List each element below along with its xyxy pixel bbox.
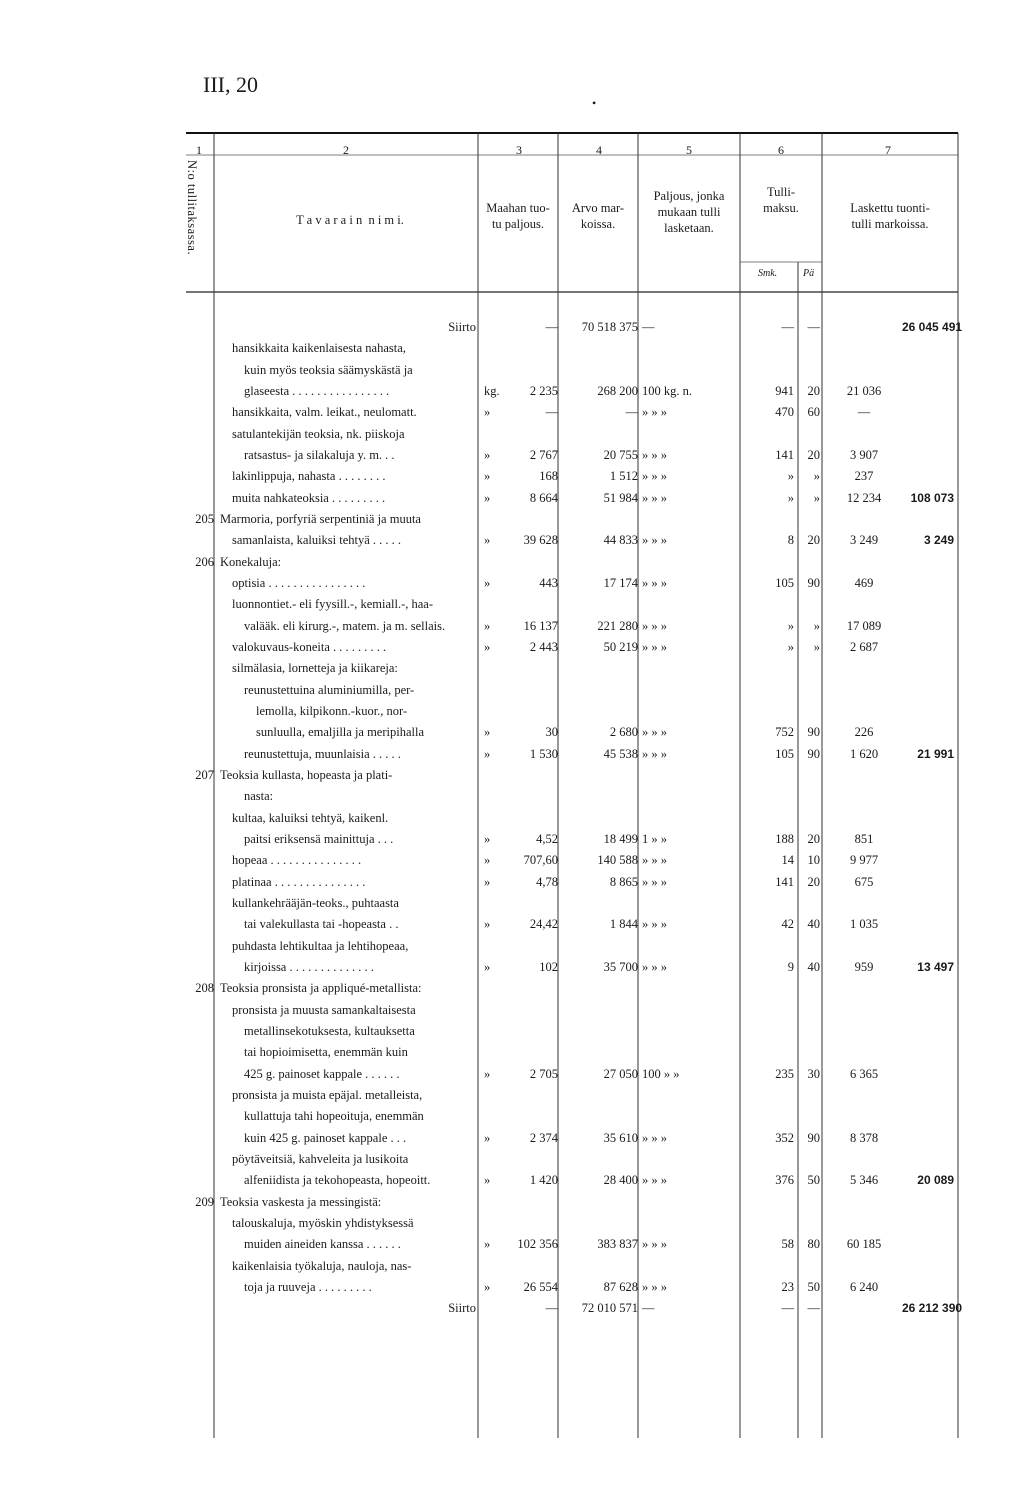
cell-goods-name: hansikkaita, valm. leikat., neulomatt. [232, 405, 417, 420]
cell-import-qty: 1 420 [529, 1173, 558, 1188]
table-row [0, 1278, 1024, 1299]
column-number-5: 5 [686, 143, 692, 157]
cell-duty-basis: » » » [642, 1237, 667, 1252]
column-number-2: 2 [343, 143, 349, 157]
cell-duty-basis: » » » [642, 533, 667, 548]
cell-duty-rate-mk: 376 [775, 1173, 794, 1188]
table-row [0, 595, 1024, 616]
cell-duty-rate-p: 10 [807, 853, 820, 868]
cell-duty: 237 [854, 469, 874, 484]
table-row [0, 894, 1024, 915]
cell-total: 108 073 [910, 490, 954, 505]
cell-import-qty: 4,52 [536, 831, 558, 846]
cell-duty-rate-mk: 58 [781, 1237, 794, 1252]
table-row [0, 1086, 1024, 1107]
cell-unit: » [484, 575, 491, 590]
cell-goods-name: metallinsekotuksesta, kultauksetta [244, 1023, 415, 1038]
cell-value: 268 200 [597, 383, 638, 398]
cell-duty-basis: » » » [642, 575, 667, 590]
cell-import-qty: 39 628 [523, 533, 558, 548]
cell-goods-name: 425 g. painoset kappale . . . . . . [244, 1066, 400, 1081]
cell-unit: » [484, 874, 491, 889]
cell-import-qty: 168 [539, 469, 558, 484]
cell-goods-name: tai hopioimisetta, enemmän kuin [244, 1045, 408, 1060]
cell-total: 26 212 390 [902, 1301, 963, 1316]
cell-duty: 675 [854, 874, 874, 889]
cell-duty-rate-mk: 8 [787, 533, 794, 548]
cell-duty-rate-p: » [813, 639, 820, 654]
cell-import-qty: 26 554 [523, 1279, 558, 1294]
cell-duty-rate-p: » [813, 490, 820, 505]
table-row [0, 830, 1024, 851]
cell-unit: » [484, 725, 491, 740]
table-row [0, 1235, 1024, 1256]
table-row [0, 937, 1024, 958]
cell-goods-name: Konekaluja: [220, 554, 282, 569]
cell-unit: » [484, 490, 491, 505]
cell-duty: 6 240 [849, 1279, 879, 1294]
table-row [0, 915, 1024, 936]
header-duty-total-line2: tulli markoissa. [851, 217, 929, 231]
cell-unit: » [484, 959, 491, 974]
table-row [0, 745, 1024, 766]
cell-import-qty: 30 [545, 725, 558, 740]
cell-duty-basis: » » » [642, 917, 667, 932]
cell-total: 26 045 491 [902, 320, 963, 334]
cell-tariff-number: 205 [195, 511, 214, 526]
cell-duty-rate-mk: 352 [775, 1130, 794, 1145]
cell-duty: 12 234 [846, 490, 882, 505]
cell-duty-rate-p: » [813, 469, 820, 484]
table-row [0, 489, 1024, 510]
cell-duty: 17 089 [846, 618, 882, 633]
cell-duty-rate-mk: 14 [781, 853, 794, 868]
cell-goods-name: muita nahkateoksia . . . . . . . . . [232, 490, 386, 505]
cell-goods-name: nasta: [244, 789, 274, 804]
cell-duty-rate-mk: 470 [775, 405, 794, 420]
cell-goods-name: kuin 425 g. painoset kappale . . . [244, 1130, 407, 1145]
table-row [0, 681, 1024, 702]
cell-goods-name: Marmoria, porfyriä serpentiniä ja muuta [220, 511, 421, 526]
cell-goods-name: toja ja ruuveja . . . . . . . . . [244, 1279, 372, 1294]
cell-duty-basis: » » » [642, 447, 667, 462]
table-row [0, 873, 1024, 894]
table-row [0, 361, 1024, 382]
cell-duty-rate-mk: 941 [775, 383, 794, 398]
cell-goods-name: hansikkaita kaikenlaisesta nahasta, [232, 341, 406, 356]
cell-value: 2 680 [609, 725, 638, 740]
cell-value: 28 400 [603, 1173, 638, 1188]
cell-goods-name: lakinlippuja, nahasta . . . . . . . . [232, 469, 386, 484]
cell-duty-basis: » » » [642, 1130, 667, 1145]
cell-unit: » [484, 639, 491, 654]
table-row [0, 339, 1024, 360]
header-duty-rate [740, 184, 822, 216]
cell-value: — [625, 405, 638, 420]
cell-duty-rate-mk: » [787, 469, 794, 484]
header-duty-basis [638, 188, 740, 236]
cell-duty-rate-mk: 235 [775, 1066, 794, 1081]
cell-duty: 21 036 [846, 383, 882, 398]
cell-value: 51 984 [603, 490, 638, 505]
table-row [0, 787, 1024, 808]
cell-total: 3 249 [923, 533, 954, 548]
page-number: III, 20 [203, 72, 258, 97]
cell-import-qty: 102 356 [517, 1237, 558, 1252]
cell-goods-name: Teoksia vaskesta ja messingistä: [220, 1194, 382, 1209]
cell-goods-name: Siirto [448, 1301, 476, 1316]
header-value-line2: koissa. [580, 217, 616, 231]
header-duty-total-line1: Laskettu tuonti- [850, 201, 930, 215]
cell-duty: 5 346 [849, 1173, 879, 1188]
cell-goods-name: reunustettuina aluminiumilla, per- [244, 682, 415, 697]
header-value [558, 200, 638, 232]
cell-value: 1 844 [609, 917, 638, 932]
cell-duty-rate-p: 20 [807, 383, 820, 398]
cell-goods-name: kirjoissa . . . . . . . . . . . . . . [244, 959, 374, 974]
cell-duty: 851 [854, 831, 874, 846]
header-value-line1: Arvo mar- [571, 201, 625, 215]
cell-goods-name: glaseesta . . . . . . . . . . . . . . . . [244, 383, 390, 398]
table-row [0, 851, 1024, 872]
cell-tariff-number: 206 [195, 554, 214, 569]
cell-duty-rate-mk: 141 [775, 874, 794, 889]
cell-duty: 8 378 [849, 1130, 879, 1145]
cell-unit: » [484, 917, 491, 932]
cell-import-qty: 2 767 [529, 447, 558, 462]
cell-duty: 469 [854, 575, 874, 590]
table-row [0, 1150, 1024, 1171]
cell-unit: » [484, 853, 491, 868]
cell-goods-name: hopeaa . . . . . . . . . . . . . . . [232, 853, 362, 868]
cell-import-qty: 2 705 [529, 1066, 558, 1081]
cell-unit: » [484, 618, 491, 633]
cell-tariff-number: 209 [195, 1194, 214, 1209]
cell-value: 20 755 [603, 447, 638, 462]
cell-goods-name: luonnontiet.- eli fyysill.-, kemiall.-, haa- [232, 597, 433, 612]
cell-import-qty: 16 137 [523, 618, 558, 633]
cell-duty-basis: » » » [642, 874, 667, 889]
cell-value: 8 865 [609, 874, 638, 889]
table-row [0, 382, 1024, 403]
cell-goods-name: samanlaista, kaluiksi tehtyä . . . . . [232, 533, 402, 548]
cell-duty-rate-p: 90 [807, 1130, 820, 1145]
table-row [0, 403, 1024, 424]
cell-goods-name: paitsi eriksensä mainittuja . . . [244, 831, 394, 846]
cell-duty-rate-mk: — [781, 1301, 794, 1316]
column-number-3: 3 [516, 143, 522, 157]
table-row [0, 659, 1024, 680]
column-number-4: 4 [596, 143, 602, 157]
cell-unit: kg. [484, 383, 500, 398]
cell-total: 13 497 [917, 959, 954, 974]
cell-duty-rate-mk: 105 [775, 746, 794, 761]
cell-goods-name: kullankehrääjän-teoks., puhtaasta [232, 895, 399, 910]
cell-duty-basis: » » » [642, 405, 667, 420]
cell-duty-rate-mk: » [787, 618, 794, 633]
cell-goods-name: muiden aineiden kanssa . . . . . . [244, 1237, 401, 1252]
cell-goods-name: platinaa . . . . . . . . . . . . . . . [232, 874, 366, 889]
cell-duty-rate-mk: — [781, 320, 794, 334]
cell-duty-basis: » » » [642, 618, 667, 633]
table-row [0, 467, 1024, 488]
header-duty-basis-line2: mukaan tulli [657, 205, 721, 219]
cell-duty-rate-mk: » [787, 639, 794, 654]
cell-goods-name: valääk. eli kirurg.-, matem. ja m. sellais. [244, 618, 446, 633]
cell-unit: » [484, 1173, 491, 1188]
table-row [0, 1214, 1024, 1235]
cell-import-qty: 4,78 [536, 874, 558, 889]
stray-dot: • [592, 96, 597, 110]
table-row [0, 809, 1024, 830]
header-tariff-no: N:o tullitaksassa. [185, 160, 199, 256]
cell-import-qty: 2 443 [529, 639, 558, 654]
cell-import-qty: 707,60 [523, 853, 558, 868]
cell-duty-basis: » » » [642, 490, 667, 505]
cell-duty-rate-p: 50 [807, 1173, 820, 1188]
cell-duty: 1 620 [849, 746, 879, 761]
table-row [0, 1193, 1024, 1214]
cell-duty: 3 907 [849, 447, 879, 462]
cell-duty-rate-p: 20 [807, 831, 820, 846]
cell-goods-name: tai valekullasta tai -hopeasta . . [244, 917, 399, 932]
cell-duty-rate-p: 80 [807, 1237, 820, 1252]
cell-goods-name: kultaa, kaluiksi tehtyä, kaikenl. [232, 810, 389, 825]
header-import-qty-line2: tu paljous. [491, 217, 545, 231]
header-duty-rate-line1: Tulli- [766, 185, 796, 199]
cell-goods-name: kaikenlaisia työkaluja, nauloja, nas- [232, 1258, 412, 1273]
cell-import-qty: 1 530 [529, 746, 558, 761]
cell-goods-name: puhdasta lehtikultaa ja lehtihopeaa, [232, 938, 409, 953]
cell-duty-rate-mk: 42 [781, 917, 794, 932]
cell-goods-name: lemolla, kilpikonn.-kuor., nor- [256, 703, 408, 718]
cell-duty-rate-p: 20 [807, 447, 820, 462]
cell-duty-rate-mk: 188 [775, 831, 794, 846]
table-row [0, 446, 1024, 467]
cell-goods-name: reunustettuja, muunlaisia . . . . . [244, 746, 401, 761]
cell-unit: » [484, 405, 491, 420]
cell-value: 35 610 [603, 1130, 638, 1145]
table-row [0, 1129, 1024, 1150]
cell-duty-rate-p: — [807, 1301, 820, 1316]
cell-import-qty: 8 664 [529, 490, 558, 505]
cell-duty-basis: — [642, 320, 655, 334]
table-row [0, 318, 1024, 339]
cell-value: 383 837 [597, 1237, 638, 1252]
cell-unit: » [484, 1130, 491, 1145]
cell-value: 1 512 [609, 469, 638, 484]
cell-duty: 3 249 [849, 533, 879, 548]
cell-value: 35 700 [603, 959, 638, 974]
cell-goods-name: pöytäveitsiä, kahveleita ja lusikoita [232, 1151, 409, 1166]
table-row [0, 510, 1024, 531]
cell-import-qty: 443 [539, 575, 558, 590]
cell-total: 21 991 [917, 746, 954, 761]
cell-duty: 2 687 [849, 639, 879, 654]
table-row [0, 1107, 1024, 1128]
cell-import-qty: — [545, 405, 558, 420]
cell-duty-rate-mk: » [787, 490, 794, 505]
cell-goods-name: alfeniidista ja tekohopeasta, hopeoitt. [244, 1173, 431, 1188]
cell-unit: » [484, 831, 491, 846]
cell-goods-name: sunluulla, emaljilla ja meripihalla [256, 725, 425, 740]
table-row [0, 1257, 1024, 1278]
cell-duty-rate-mk: 752 [775, 725, 794, 740]
header-import-qty [478, 200, 558, 232]
cell-goods-name: silmälasia, lornetteja ja kiikareja: [232, 661, 398, 676]
table-row [0, 1022, 1024, 1043]
cell-value: 45 538 [603, 746, 638, 761]
cell-goods-name: pronsista ja muista epäjal. metalleista, [232, 1087, 423, 1102]
table-row [0, 979, 1024, 1000]
table-row [0, 617, 1024, 638]
cell-duty-basis: » » » [642, 1279, 667, 1294]
cell-goods-name: talouskaluja, myöskin yhdistyksessä [232, 1215, 414, 1230]
cell-value: 72 010 571 [581, 1301, 638, 1316]
cell-duty-rate-p: 20 [807, 874, 820, 889]
table-row [0, 1001, 1024, 1022]
cell-unit: » [484, 533, 491, 548]
cell-unit: » [484, 1237, 491, 1252]
cell-unit: » [484, 1066, 491, 1081]
header-goods-name: T a v a r a i n n i m i. [296, 213, 404, 227]
cell-value: 70 518 375 [581, 320, 638, 334]
table-row [0, 702, 1024, 723]
cell-goods-name: Siirto [448, 320, 476, 334]
cell-duty-rate-p: — [807, 320, 820, 334]
cell-duty-rate-p: 40 [807, 959, 820, 974]
cell-duty-rate-mk: 9 [787, 959, 794, 974]
cell-duty-basis: » » » [642, 725, 667, 740]
cell-unit: » [484, 469, 491, 484]
cell-goods-name: pronsista ja muusta samankaltaisesta [232, 1002, 416, 1017]
table-row [0, 1065, 1024, 1086]
cell-duty-basis: 100 kg. n. [642, 383, 692, 398]
cell-import-qty: 24,42 [529, 917, 558, 932]
header-import-qty-line1: Maahan tuo- [486, 201, 550, 215]
cell-goods-name: kullattuja tahi hopeoituja, enemmän [244, 1109, 424, 1124]
cell-goods-name: ratsastus- ja silakaluja y. m. . . [244, 447, 395, 462]
cell-duty-rate-mk: 105 [775, 575, 794, 590]
cell-duty-rate-mk: 141 [775, 447, 794, 462]
cell-value: 50 219 [603, 639, 638, 654]
table-row [0, 638, 1024, 659]
cell-duty-basis: » » » [642, 853, 667, 868]
cell-import-qty: 2 235 [529, 383, 558, 398]
table-row [0, 766, 1024, 787]
cell-unit: » [484, 447, 491, 462]
cell-value: 140 588 [597, 853, 638, 868]
cell-value: 17 174 [603, 575, 638, 590]
cell-value: 44 833 [603, 533, 638, 548]
header-duty-total [822, 200, 958, 232]
cell-duty-rate-p: 90 [807, 575, 820, 590]
cell-duty-rate-p: 90 [807, 746, 820, 761]
cell-duty-rate-p: 20 [807, 533, 820, 548]
cell-unit: » [484, 746, 491, 761]
cell-tariff-number: 208 [195, 981, 214, 996]
cell-duty: — [857, 405, 871, 420]
table-row [0, 553, 1024, 574]
cell-duty-basis: » » » [642, 469, 667, 484]
cell-duty-rate-p: 30 [807, 1066, 820, 1081]
cell-duty-basis: » » » [642, 1173, 667, 1188]
cell-import-qty: 2 374 [529, 1130, 558, 1145]
cell-import-qty: — [545, 1301, 558, 1316]
cell-goods-name: satulantekijän teoksia, nk. piiskoja [232, 426, 405, 441]
currency-p: Pä [803, 268, 815, 279]
column-number-1: 1 [196, 143, 202, 157]
cell-import-qty: — [545, 320, 558, 334]
cell-goods-name: Teoksia kullasta, hopeasta ja plati- [220, 767, 393, 782]
header-duty-rate-line2: maksu. [763, 201, 799, 215]
cell-duty-rate-p: » [813, 618, 820, 633]
cell-duty-rate-mk: 23 [781, 1279, 794, 1294]
cell-goods-name: kuin myös teoksia säämyskästä ja [244, 362, 413, 377]
cell-goods-name: Teoksia pronsista ja appliqué-metallista: [220, 981, 422, 996]
header-duty-basis-line3: lasketaan. [664, 221, 714, 235]
currency-mk: Smk. [758, 268, 778, 279]
header-duty-basis-line1: Paljous, jonka [653, 189, 725, 203]
cell-goods-name: valokuvaus-koneita . . . . . . . . . [232, 639, 387, 654]
table-row [0, 1171, 1024, 1192]
cell-goods-name: optisia . . . . . . . . . . . . . . . . [232, 575, 366, 590]
cell-duty-rate-p: 90 [807, 725, 820, 740]
table-row [0, 1299, 1024, 1320]
cell-duty-rate-p: 50 [807, 1279, 820, 1294]
cell-value: 221 280 [597, 618, 638, 633]
cell-total: 20 089 [917, 1173, 954, 1188]
column-number-6: 6 [778, 143, 784, 157]
cell-duty: 6 365 [849, 1066, 879, 1081]
cell-value: 18 499 [603, 831, 638, 846]
cell-value: 87 628 [603, 1279, 638, 1294]
cell-duty: 1 035 [849, 917, 879, 932]
cell-unit: » [484, 1279, 491, 1294]
table-row [0, 723, 1024, 744]
cell-duty-basis: » » » [642, 746, 667, 761]
cell-duty-basis: » » » [642, 639, 667, 654]
cell-duty-basis: — [642, 1301, 655, 1316]
cell-value: 27 050 [603, 1066, 638, 1081]
cell-import-qty: 102 [539, 959, 558, 974]
cell-duty: 226 [854, 725, 874, 740]
table-row [0, 958, 1024, 979]
cell-duty-basis: » » » [642, 959, 667, 974]
column-number-7: 7 [885, 143, 891, 157]
cell-duty: 9 977 [849, 853, 879, 868]
table-row [0, 425, 1024, 446]
table-row [0, 531, 1024, 552]
cell-duty: 60 185 [846, 1237, 882, 1252]
cell-duty-rate-p: 60 [807, 405, 820, 420]
cell-duty: 959 [854, 959, 874, 974]
table-row [0, 1043, 1024, 1064]
cell-duty-basis: 100 » » [642, 1066, 680, 1081]
cell-duty-rate-p: 40 [807, 917, 820, 932]
cell-tariff-number: 207 [195, 767, 214, 782]
cell-duty-basis: 1 » » [642, 831, 667, 846]
table-row [0, 574, 1024, 595]
